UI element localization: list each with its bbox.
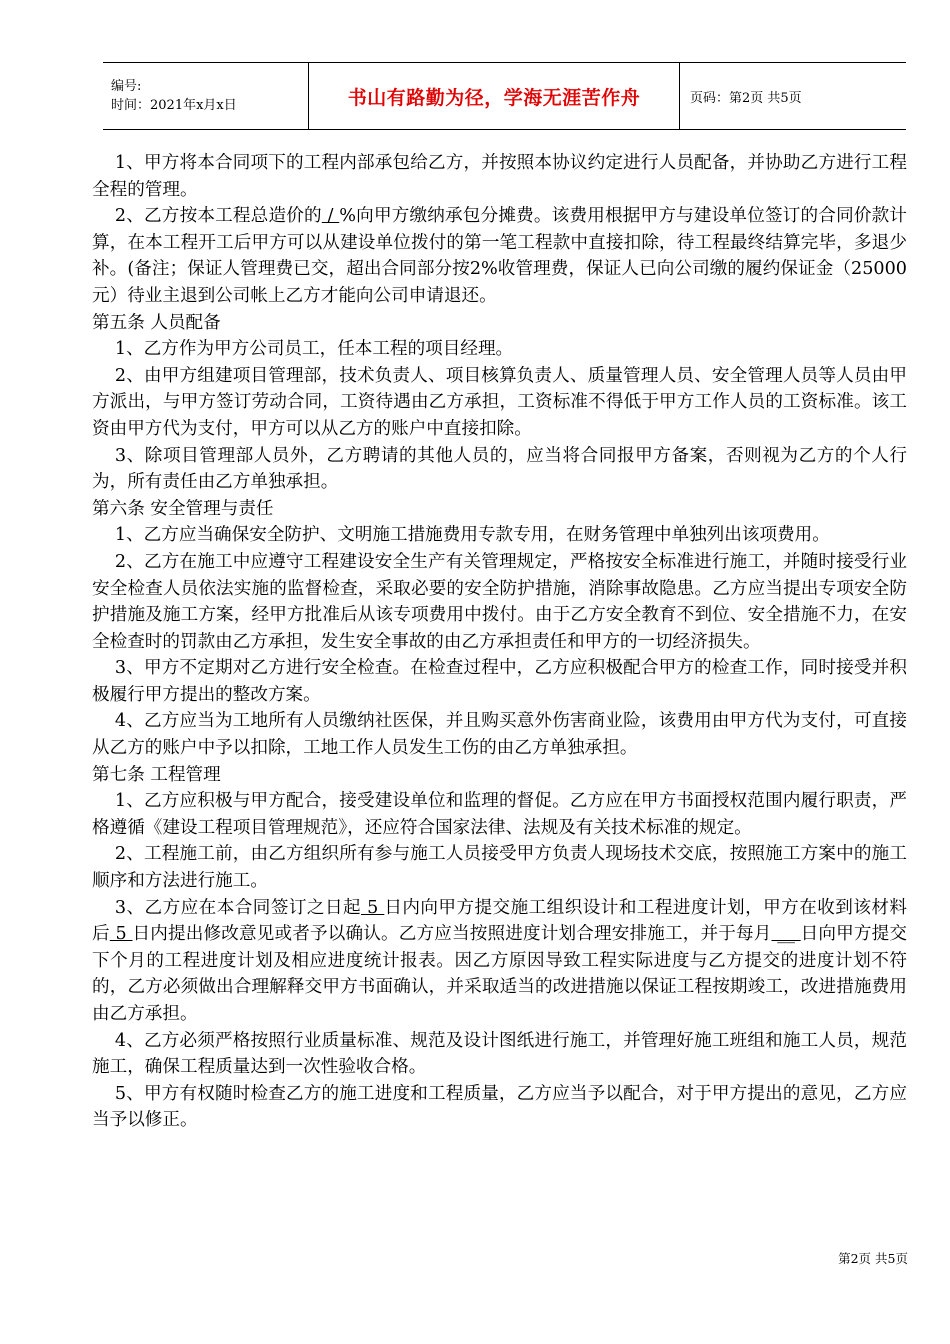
header-motto-cell: [308, 63, 680, 129]
document-number-label: 编号:: [111, 79, 142, 94]
paragraph-text: 2、乙方按本工程总造价的: [114, 206, 322, 227]
paragraph: 2、工程施工前，由乙方组织所有参与施工人员接受甲方负责人现场技术交底，按照施工方案中的施工顺序和方法进行施工。: [92, 844, 907, 892]
fill-in-blank: __: [771, 924, 801, 945]
paragraph: 4、乙方必须严格按照行业质量标准、规范及设计图纸进行施工，并管理好施工班组和施工人员，规范施工，确保工程质量达到一次性验收合格。: [92, 1030, 907, 1078]
paragraph: [92, 895, 907, 1028]
document-body: [92, 150, 907, 1134]
paragraph: 1、乙方应当确保安全防护、文明施工措施费用专款专用，在财务管理中单独列出该项费用。: [114, 525, 830, 546]
paragraph-text: 日向甲方提交下个月的工程进度计划及相应进度统计报表。因乙方原因导致工程实际进度与乙方提交的进度计划不符的，乙方必须做出合理解释交甲方书面确认，并采取适当的改进措施以保证工程按期竣工，改进措施费用由乙方承担。: [92, 924, 907, 1024]
header-motto: 书山有路勤为径，学海无涯苦作舟: [347, 86, 641, 109]
page-footer: 第2页 共5页: [838, 1251, 908, 1266]
paragraph: 3、甲方不定期对乙方进行安全检查。在检查过程中，乙方应积极配合甲方的检查工作，同时接受并积极履行甲方提出的整改方案。: [92, 658, 907, 705]
fill-in-blank: 5: [109, 924, 133, 945]
paragraph: 2、由甲方组建项目管理部，技术负责人、项目核算负责人、质量管理人员、安全管理人员等人员由甲方派出，与甲方签订劳动合同，工资待遇由乙方承担，工资标准不得低于甲方工作人员的工资标准。该工资由甲方代为支付，甲方可以从乙方的账户中直接扣除。: [92, 365, 907, 439]
paragraph: 4、乙方应当为工地所有人员缴纳社医保，并且购买意外伤害商业险，该费用由甲方代为支付，可直接从乙方的账户中予以扣除，工地工作人员发生工伤的由乙方单独承担。: [92, 711, 907, 759]
document-date: 时间：2021年x月x日: [111, 98, 237, 113]
paragraph: 3、除项目管理部人员外，乙方聘请的其他人员的，应当将合同报甲方备案，否则视为乙方的个人行为，所有责任由乙方单独承担。: [92, 445, 907, 493]
paragraph: 1、乙方作为甲方公司员工，任本工程的项目经理。: [114, 339, 514, 360]
section-title: 第五条 人员配备: [92, 312, 221, 333]
paragraph-text: 3、乙方应在本合同签订之日起: [114, 897, 362, 918]
header-page-number: 页码：第2页 共5页: [690, 90, 802, 106]
fill-in-blank: 5: [361, 897, 385, 918]
header-page-cell: [680, 63, 906, 129]
paragraph: 5、甲方有权随时检查乙方的施工进度和工程质量，乙方应当予以配合，对于甲方提出的意见，乙方应当予以修正。: [92, 1083, 907, 1131]
page-header: [103, 62, 906, 130]
paragraph: 1、甲方将本合同项下的工程内部承包给乙方，并按照本协议约定进行人员配备，并协助乙方进行工程全程的管理。: [92, 153, 907, 200]
paragraph: 1、乙方应积极与甲方配合，接受建设单位和监理的督促。乙方应在甲方书面授权范围内履行职责，严格遵循《建设工程项目管理规范》，还应符合国家法律、法规及有关技术标准的规定。: [92, 791, 907, 838]
paragraph-text: %向甲方缴纳承包分摊费。该费用根据甲方与建设单位签订的合同价款计算，在本工程开工后甲方可以从建设单位拨付的第一笔工程款中直接扣除，待工程最终结算完毕，多退少补。(备注；保证人管理费已交，超出合同部分按2%收管理费，保证人已向公司缴的履约保证金（25000元）待业主退到公司帐上乙方才能向公司申请退还。: [92, 206, 907, 306]
paragraph: 2、乙方在施工中应遵守工程建设安全生产有关管理规定，严格按安全标准进行施工，并随时接受行业安全检查人员依法实施的监督检查，采取必要的安全防护措施，消除事故隐患。乙方应当提出专项安全防护措施及施工方案，经甲方批准后从该专项费用中拨付。由于乙方安全教育不到位、安全措施不力，在安全检查时的罚款由乙方承担，发生安全事故的由乙方承担责任和甲方的一切经济损失。: [92, 551, 907, 652]
fill-in-blank: /: [321, 206, 340, 227]
section-title: 第六条 安全管理与责任: [92, 498, 274, 519]
paragraph-text: 日内向甲方提交施工组织设计和工程进度计划，甲方在收到该材料后: [92, 897, 907, 945]
paragraph-text: 日内提出修改意见或者予以确认。乙方应当按照进度计划合理安排施工，并于每月: [132, 924, 772, 945]
header-meta: [103, 63, 308, 129]
paragraph: [92, 203, 907, 309]
section-title: 第七条 工程管理: [92, 764, 221, 785]
